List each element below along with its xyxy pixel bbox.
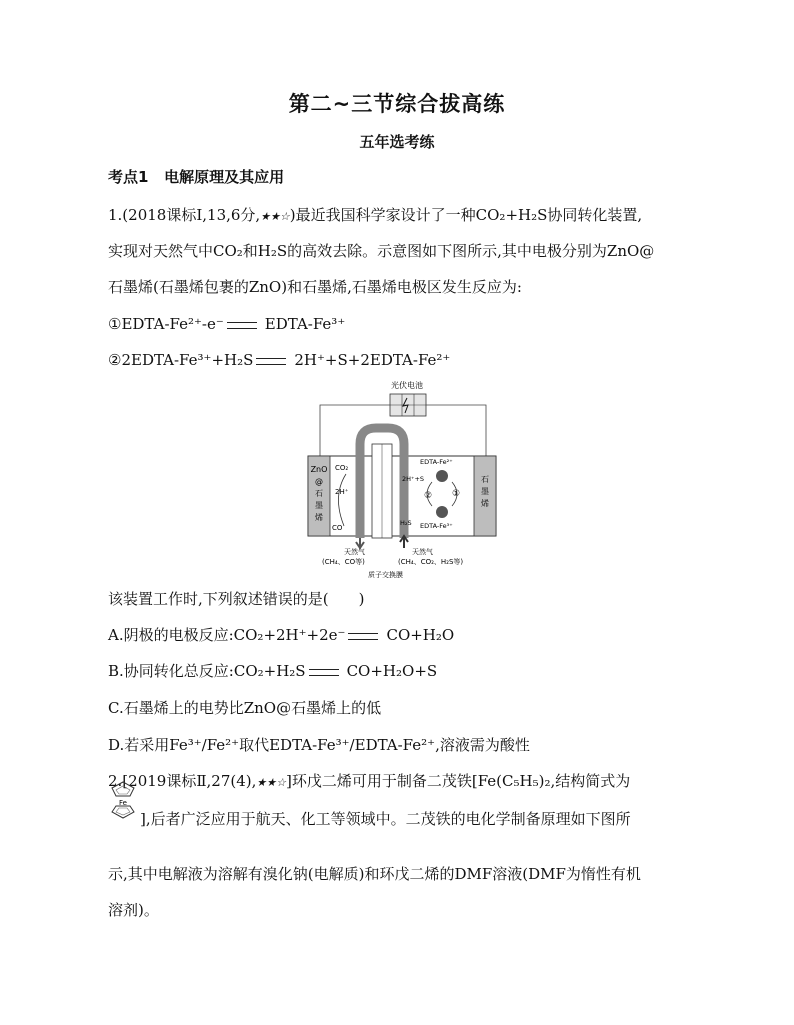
equals-sign xyxy=(309,669,339,676)
q1-line2: 实现对天然气中CO₂和H₂S的高效去除。示意图如下图所示,其中电极分别为ZnO@ xyxy=(108,242,655,260)
q2-line3: 示,其中电解液为溶解有溴化钠(电解质)和环戊二烯的DMF溶液(DMF为惰性有机 xyxy=(108,865,641,883)
equals-sign xyxy=(348,633,378,640)
circle-2-label: ② xyxy=(424,491,433,501)
label-char: 烯 xyxy=(315,513,323,522)
section-name: 电解原理及其应用 xyxy=(164,168,285,186)
ferrocene-structure-icon xyxy=(106,778,140,822)
q2-line1 xyxy=(108,771,630,793)
q1-text-a: )最近我国科学家设计了一种CO₂+H₂S协同转化装置, xyxy=(289,206,643,224)
h-s-label: 2H⁺+S xyxy=(402,475,425,483)
right-electrode xyxy=(474,456,496,536)
right-chamber-labels xyxy=(400,458,460,530)
ion-ball-top xyxy=(436,470,448,482)
membrane-label: 质子交换膜 xyxy=(368,571,403,579)
option-b-left: B.协同转化总反应:CO₂+H₂S xyxy=(108,662,306,680)
h-plus-label: 2H⁺ xyxy=(335,488,349,496)
gas-left-sub-label: (CH₄、CO等) xyxy=(322,558,365,566)
difficulty-stars: ★★☆ xyxy=(260,210,290,223)
q2-source: 2.[2019课标Ⅱ,27(4), xyxy=(108,772,257,790)
option-d: D.若采用Fe³⁺/Fe²⁺取代EDTA-Fe³⁺/EDTA-Fe²⁺,溶液需为酸性 xyxy=(108,736,530,754)
page-subtitle: 五年选考练 xyxy=(359,133,435,151)
q1-line1 xyxy=(108,205,642,227)
q1-line3: 石墨烯(石墨烯包裹的ZnO)和石墨烯,石墨烯电极区发生反应为: xyxy=(108,278,522,296)
co-label: CO xyxy=(332,524,343,532)
label-char: 烯 xyxy=(481,499,489,508)
solar-label: 光伏电池 xyxy=(391,381,423,390)
gas-left-label: 天然气 xyxy=(344,548,365,556)
option-c: C.石墨烯上的电势比ZnO@石墨烯上的低 xyxy=(108,699,382,717)
option-a-right: CO+H₂O xyxy=(386,626,455,644)
section-label: 考点1 xyxy=(108,168,149,186)
section-heading xyxy=(108,167,284,187)
gas-right-sub-label: (CH₄、CO₂、H₂S等) xyxy=(398,558,464,566)
q2-line2: ],后者广泛应用于航天、化工等领域中。二茂铁的电化学制备原理如下图所 xyxy=(140,810,631,828)
reaction-2-left: ②2EDTA-Fe³⁺+H₂S xyxy=(108,351,254,369)
edta-fe2-label: EDTA-Fe²⁺ xyxy=(420,458,453,466)
gas-labels xyxy=(322,547,463,579)
option-b-right: CO+H₂O+S xyxy=(346,662,438,680)
equals-sign xyxy=(227,322,257,329)
solar-panel xyxy=(390,394,426,416)
label-char: 墨 xyxy=(315,501,323,510)
fe-label: Fe xyxy=(119,799,127,807)
electrolysis-figure xyxy=(302,378,512,580)
circle-1-label: ① xyxy=(452,489,461,499)
reaction-1-right: EDTA-Fe³⁺ xyxy=(264,315,346,333)
co2-label: CO₂ xyxy=(335,464,349,472)
edta-fe3-label: EDTA-Fe³⁺ xyxy=(420,522,453,530)
page-title: 第二~三节综合拔高练 xyxy=(288,92,506,116)
difficulty-stars: ★★☆ xyxy=(256,776,286,789)
label-char: 石 xyxy=(481,475,489,484)
left-arrow xyxy=(338,474,346,526)
q1-source: 1.(2018课标Ⅰ,13,6分, xyxy=(108,206,261,224)
q1-stem: 该装置工作时,下列叙述错误的是( ) xyxy=(108,590,365,608)
option-a-left: A.阴极的电极反应:CO₂+2H⁺+2e⁻ xyxy=(108,626,346,644)
reaction-2-right: 2H⁺+S+2EDTA-Fe²⁺ xyxy=(294,351,451,369)
label-zno: ZnO xyxy=(310,465,328,474)
ion-ball-bottom xyxy=(436,506,448,518)
equals-sign xyxy=(256,358,286,365)
h2s-label: H₂S xyxy=(400,519,412,527)
label-char: 墨 xyxy=(481,487,489,496)
option-b xyxy=(108,661,437,681)
q2-line4: 溶剂)。 xyxy=(108,901,159,919)
gas-right-label: 天然气 xyxy=(412,548,433,556)
label-char: 石 xyxy=(315,489,323,498)
q2-text-a: ]环戊二烯可用于制备二茂铁[Fe(C₅H₅)₂,结构简式为 xyxy=(286,772,631,790)
label-at: @ xyxy=(315,477,323,486)
right-electrode-label xyxy=(481,475,489,508)
option-a xyxy=(108,625,454,645)
reaction-1-left: ①EDTA-Fe²⁺-e⁻ xyxy=(108,315,224,333)
reaction-1 xyxy=(108,314,345,334)
wire-right xyxy=(426,405,486,456)
reaction-2 xyxy=(108,350,450,370)
